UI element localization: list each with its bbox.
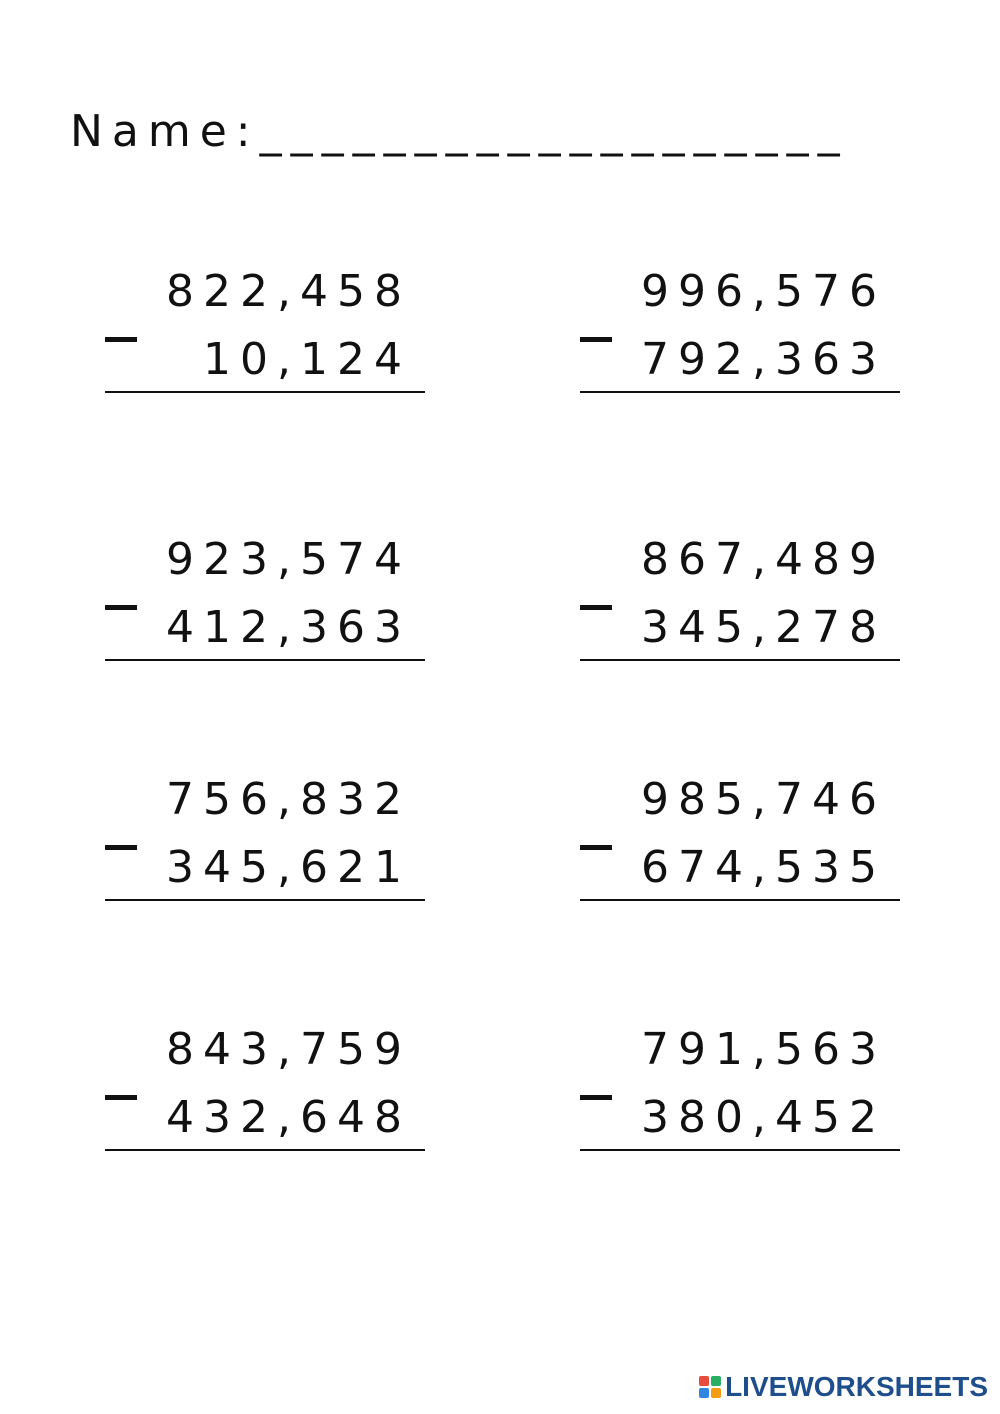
minuend: 822,458	[166, 266, 411, 317]
subtraction-problem-2	[580, 267, 900, 407]
subtraction-problem-1	[105, 267, 425, 407]
minus-sign	[580, 337, 612, 342]
minus-sign	[105, 1095, 137, 1100]
minuend: 791,563	[641, 1024, 886, 1075]
subtraction-problem-7	[105, 1025, 425, 1165]
subtrahend: 432,648	[166, 1092, 411, 1143]
name-label: Name:	[70, 106, 260, 157]
logo-square-1	[699, 1376, 709, 1386]
name-field-row	[70, 104, 849, 160]
answer-line[interactable]	[105, 391, 425, 393]
subtrahend: 412,363	[166, 602, 411, 653]
minuend: 985,746	[641, 774, 886, 825]
logo-square-4	[711, 1388, 721, 1398]
answer-line[interactable]	[580, 659, 900, 661]
minus-sign	[105, 337, 137, 342]
answer-line[interactable]	[580, 1149, 900, 1151]
subtrahend: 345,278	[641, 602, 886, 653]
subtrahend: 380,452	[641, 1092, 886, 1143]
minus-sign	[580, 1095, 612, 1100]
answer-line[interactable]	[580, 391, 900, 393]
subtraction-problem-8	[580, 1025, 900, 1165]
subtraction-problem-5	[105, 775, 425, 915]
minus-sign	[580, 845, 612, 850]
answer-line[interactable]	[105, 1149, 425, 1151]
answer-line[interactable]	[105, 899, 425, 901]
minuend: 923,574	[166, 534, 411, 585]
minus-sign	[105, 605, 137, 610]
minuend: 756,832	[166, 774, 411, 825]
subtrahend: 345,621	[166, 842, 411, 893]
answer-line[interactable]	[105, 659, 425, 661]
answer-line[interactable]	[580, 899, 900, 901]
liveworksheets-logo-icon	[699, 1376, 721, 1398]
minuend: 843,759	[166, 1024, 411, 1075]
name-blank-line[interactable]: ___________________	[259, 106, 849, 157]
subtraction-problem-4	[580, 535, 900, 675]
subtrahend: 10,124	[203, 334, 411, 385]
subtraction-problem-3	[105, 535, 425, 675]
brand-wordmark: LIVEWORKSHEETS	[725, 1371, 988, 1402]
logo-square-3	[699, 1388, 709, 1398]
logo-square-2	[711, 1376, 721, 1386]
subtrahend: 674,535	[641, 842, 886, 893]
subtrahend: 792,363	[641, 334, 886, 385]
minuend: 867,489	[641, 534, 886, 585]
minus-sign	[105, 845, 137, 850]
minus-sign	[580, 605, 612, 610]
minuend: 996,576	[641, 266, 886, 317]
liveworksheets-brand	[699, 1372, 988, 1402]
subtraction-problem-6	[580, 775, 900, 915]
